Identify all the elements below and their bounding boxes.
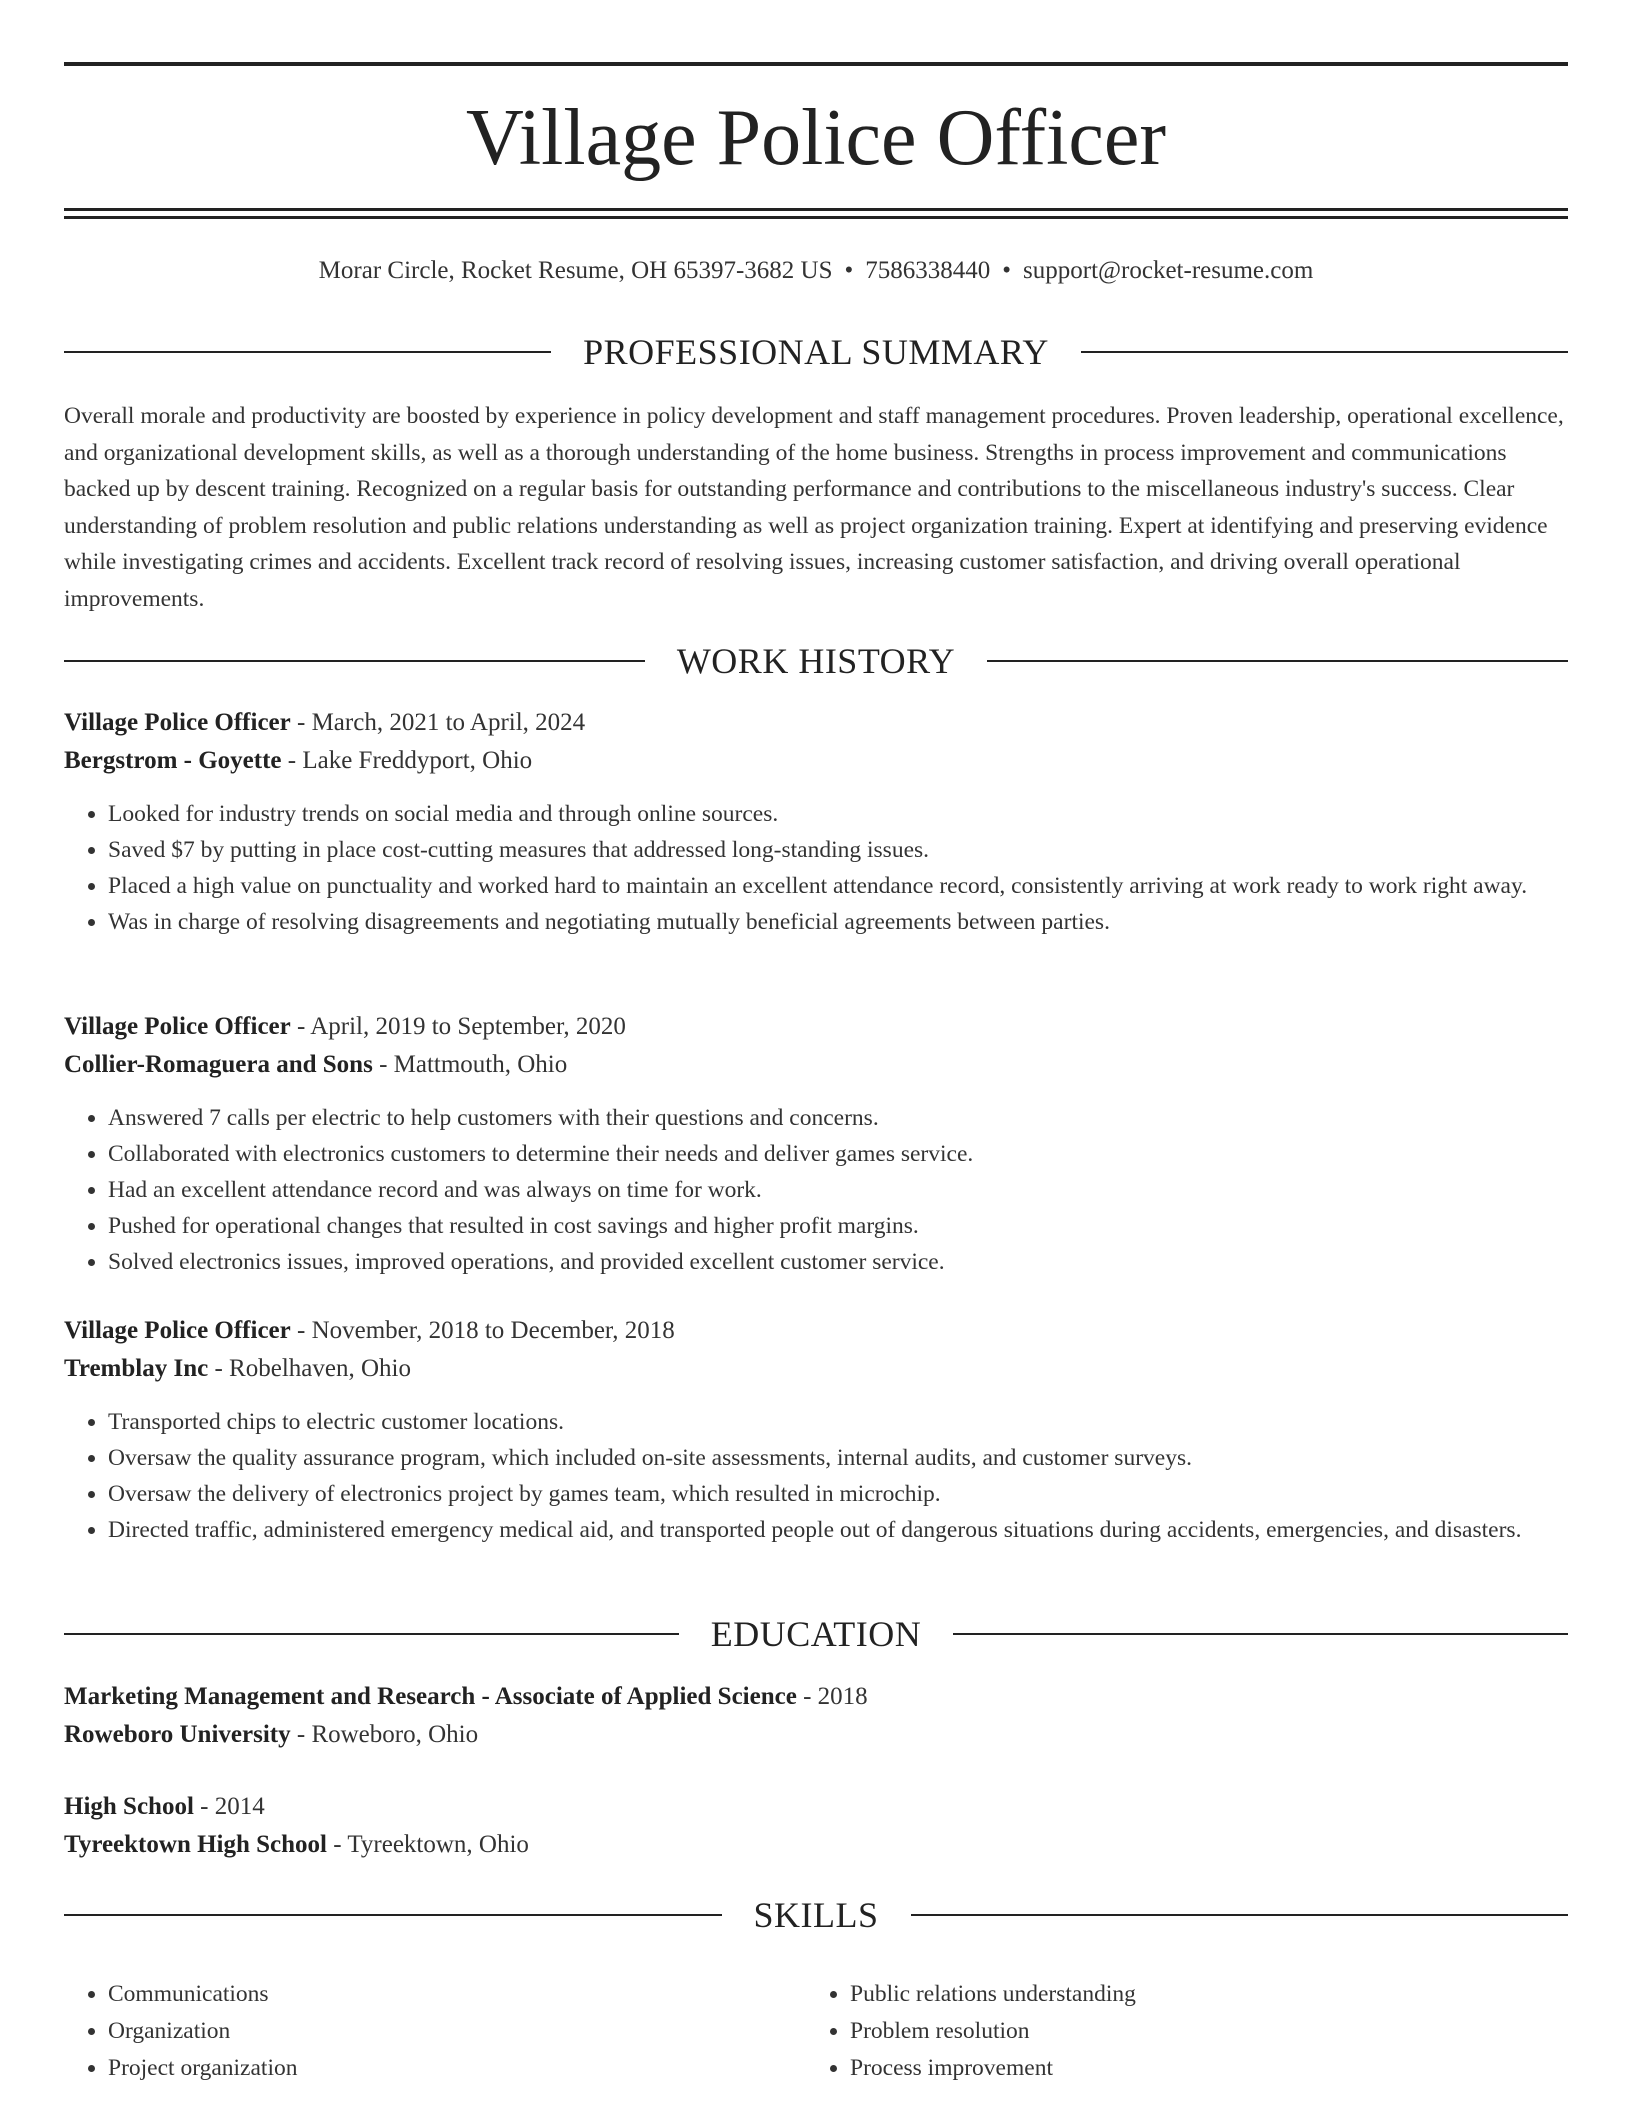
work-role: Village Police Officer — [64, 1013, 291, 1040]
section-heading-summary — [64, 330, 1568, 374]
divider-line — [1081, 351, 1568, 353]
divider-line — [911, 1914, 1569, 1916]
contact-separator: • — [844, 257, 854, 284]
work-role: Village Police Officer — [64, 1317, 291, 1344]
skill-item: • Problem resolution — [850, 2013, 1548, 2050]
education-location: Roweboro, Ohio — [311, 1721, 479, 1748]
work-dates: April, 2019 to September, 2020 — [310, 1013, 626, 1040]
divider-line — [953, 1633, 1568, 1635]
dash: - — [290, 1317, 312, 1344]
dash: - — [281, 747, 303, 774]
dash: - — [796, 1683, 818, 1710]
header-double-rule — [64, 208, 1568, 220]
skill-item: • Public relations understanding — [850, 1976, 1548, 2013]
divider-line — [987, 660, 1568, 662]
skills-column-right — [806, 1976, 1548, 2087]
list-item: • Solved electronics issues, improved operations, and provided excellent customer service. — [108, 1244, 1568, 1280]
education-entry — [64, 1678, 1568, 1754]
dash: - — [290, 709, 312, 736]
work-company: Bergstrom - Goyette — [64, 747, 282, 774]
divider-line — [64, 1914, 722, 1916]
work-entry — [64, 704, 1568, 940]
education-location: Tyreektown, Ohio — [347, 1831, 529, 1858]
work-dates: March, 2021 to April, 2024 — [311, 709, 586, 736]
list-item: • Oversaw the quality assurance program, which included on-site assessments, internal audits, and customer surveys. — [108, 1440, 1568, 1476]
section-title: WORK HISTORY — [676, 641, 956, 681]
list-item: • Looked for industry trends on social media and through online sources. — [108, 796, 1568, 832]
list-item: • Had an excellent attendance record and was always on time for work. — [108, 1172, 1568, 1208]
work-location: Mattmouth, Ohio — [393, 1051, 568, 1078]
summary-text: Overall morale and productivity are boosted by experience in policy development and staff management procedures. Proven leadership, operational excellence, and organizational development skills, as well as a thorough understanding of the home business. Strengths in process improvement and communications backed up by descent training. Recognized on a regular basis for outstanding performance and contributions to the miscellaneous industry's success. Clear understanding of problem resolution and public relations understanding as well as project organization training. Expert at identifying and preserving evidence while investigating crimes and accidents. Excellent track record of resolving issues, increasing customer satisfaction, and driving overall operational improvements. — [64, 403, 1564, 612]
skill-item: • Organization — [108, 2013, 806, 2050]
work-location: Robelhaven, Ohio — [229, 1355, 411, 1382]
dash: - — [327, 1831, 348, 1858]
skill-item: • Process improvement — [850, 2050, 1548, 2087]
education-year: 2014 — [214, 1793, 265, 1820]
section-title: PROFESSIONAL SUMMARY — [583, 332, 1049, 372]
work-bullets — [64, 796, 1568, 940]
education-school: Roweboro University — [64, 1721, 291, 1748]
education-school-line — [64, 1826, 1568, 1864]
section-heading-skills — [64, 1893, 1568, 1937]
skills-list — [64, 1976, 1568, 2087]
resume-title: Village Police Officer — [465, 94, 1167, 182]
section-title: SKILLS — [753, 1895, 879, 1935]
education-degree: Marketing Management and Research - Associate of Applied Science — [64, 1683, 797, 1710]
contact-phone: 7586338440 — [865, 257, 991, 284]
work-bullets — [64, 1404, 1568, 1548]
skills-column-left — [64, 1976, 806, 2087]
education-degree: High School — [64, 1793, 194, 1820]
dash: - — [208, 1355, 230, 1382]
dash: - — [372, 1051, 394, 1078]
list-item: • Collaborated with electronics customers to determine their needs and deliver games service. — [108, 1136, 1568, 1172]
work-company: Tremblay Inc — [64, 1355, 209, 1382]
work-role-line — [64, 1008, 1568, 1046]
education-entry — [64, 1788, 1568, 1864]
education-degree-line — [64, 1678, 1568, 1716]
work-entry — [64, 1008, 1568, 1280]
dash: - — [193, 1793, 215, 1820]
contact-separator: • — [1002, 257, 1012, 284]
work-dates: November, 2018 to December, 2018 — [311, 1317, 675, 1344]
header-top-rule — [64, 62, 1568, 66]
list-item: • Directed traffic, administered emergency medical aid, and transported people out of dangerous situations during accidents, emergencies, and disasters. — [108, 1512, 1568, 1548]
work-role-line — [64, 704, 1568, 742]
list-item: • Saved $7 by putting in place cost-cutting measures that addressed long-standing issues. — [108, 832, 1568, 868]
list-item: • Was in charge of resolving disagreements and negotiating mutually beneficial agreements between parties. — [108, 904, 1568, 940]
education-school-line — [64, 1716, 1568, 1754]
list-item: • Pushed for operational changes that resulted in cost savings and higher profit margins. — [108, 1208, 1568, 1244]
work-company: Collier-Romaguera and Sons — [64, 1051, 373, 1078]
skill-item: • Communications — [108, 1976, 806, 2013]
work-role: Village Police Officer — [64, 709, 291, 736]
section-title: EDUCATION — [710, 1614, 922, 1654]
work-location: Lake Freddyport, Ohio — [302, 747, 533, 774]
list-item: • Answered 7 calls per electric to help customers with their questions and concerns. — [108, 1100, 1568, 1136]
work-company-line — [64, 1046, 1568, 1084]
education-degree-line — [64, 1788, 1568, 1826]
section-heading-education — [64, 1612, 1568, 1656]
work-company-line — [64, 1350, 1568, 1388]
contact-line — [64, 254, 1568, 288]
work-entry — [64, 1312, 1568, 1548]
contact-address: Morar Circle, Rocket Resume, OH 65397-3682 US — [318, 257, 833, 284]
work-company-line — [64, 742, 1568, 780]
skill-item: • Project organization — [108, 2050, 806, 2087]
dash: - — [290, 1013, 311, 1040]
divider-line — [64, 1633, 679, 1635]
work-role-line — [64, 1312, 1568, 1350]
section-heading-work — [64, 639, 1568, 683]
list-item: • Oversaw the delivery of electronics project by games team, which resulted in microchip. — [108, 1476, 1568, 1512]
education-school: Tyreektown High School — [64, 1831, 327, 1858]
divider-line — [64, 351, 551, 353]
divider-line — [64, 660, 645, 662]
work-bullets — [64, 1100, 1568, 1280]
dash: - — [290, 1721, 312, 1748]
list-item: • Transported chips to electric customer locations. — [108, 1404, 1568, 1440]
education-year: 2018 — [817, 1683, 868, 1710]
list-item: • Placed a high value on punctuality and worked hard to maintain an excellent attendance record, consistently arriving at work ready to work right away. — [108, 868, 1568, 904]
contact-email: support@rocket-resume.com — [1023, 257, 1314, 284]
